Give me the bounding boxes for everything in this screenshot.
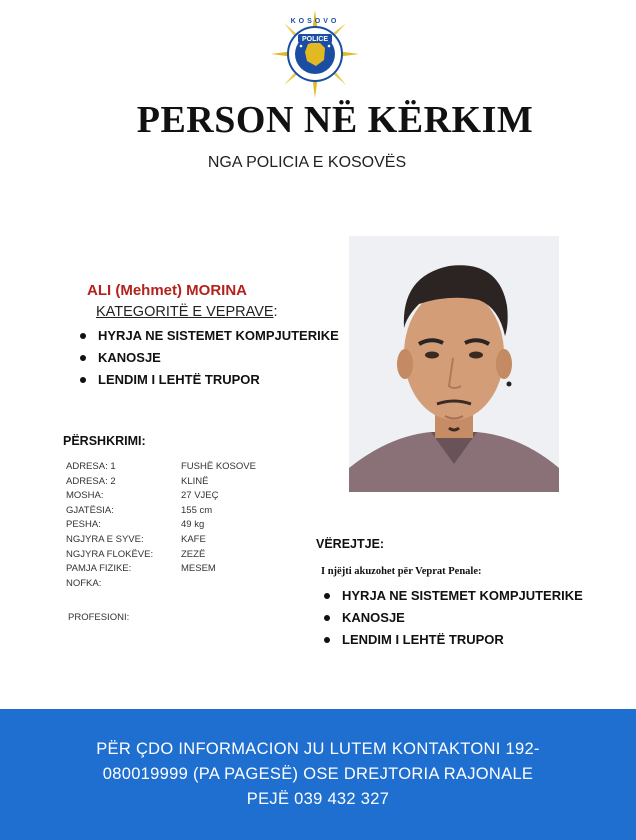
- description-row: [66, 505, 306, 520]
- bullet-icon: [80, 377, 86, 383]
- footer-line: PEJË 039 432 327: [246, 790, 390, 808]
- bullet-icon: [324, 637, 330, 643]
- description-value: MESEM: [181, 563, 216, 575]
- notes-heading: VËREJTJE:: [316, 537, 385, 551]
- notes-subheading: I njëjti akuzohet për Veprat Penale:: [321, 566, 482, 577]
- description-table: [66, 461, 306, 592]
- description-value: 155 cm: [181, 504, 213, 516]
- description-value: FUSHË KOSOVE: [181, 461, 256, 472]
- description-label: PESHA:: [66, 519, 101, 531]
- crime-item: [98, 325, 339, 347]
- notes-crime-item-text: LENDIM I LEHTË TRUPOR: [342, 632, 504, 647]
- description-label: ADRESA: 1: [66, 461, 116, 472]
- description-label: GJATËSIA:: [66, 504, 114, 516]
- description-label: ADRESA: 2: [66, 475, 116, 487]
- description-value: ZEZË: [181, 548, 206, 560]
- notes-crime-item: [342, 607, 583, 629]
- notes-crime-item-text: HYRJA NE SISTEMET KOMPJUTERIKE: [342, 588, 583, 603]
- footer-line: PËR ÇDO INFORMACION JU LUTEM KONTAKTONI 192-: [96, 740, 540, 758]
- description-row: [66, 563, 306, 578]
- crimes-list: [98, 325, 339, 391]
- description-label: NGJYRA FLOKËVE:: [66, 548, 154, 560]
- suspect-photo: [349, 236, 559, 492]
- description-label: MOSHA:: [66, 490, 104, 502]
- page-subtitle: NGA POLICIA E KOSOVËS: [207, 154, 407, 171]
- crime-item-text: LENDIM I LEHTË TRUPOR: [98, 372, 260, 387]
- description-value: KAFE: [181, 533, 206, 545]
- bullet-icon: [80, 355, 86, 361]
- description-label: NOFKA:: [66, 577, 102, 589]
- description-value: 27 VJEÇ: [181, 490, 219, 502]
- footer-line: 080019999 (PA PAGESË) OSE DREJTORIA RAJONALE: [102, 765, 534, 783]
- contact-footer-text: [0, 737, 636, 812]
- description-label: NGJYRA E SYVE:: [66, 533, 144, 545]
- categories-heading-text: KATEGORITË E VEPRAVE: [96, 304, 274, 320]
- notes-crime-item: [342, 585, 583, 607]
- categories-heading: [96, 304, 278, 320]
- description-row: [66, 578, 306, 593]
- page-title: PERSON NË KËRKIM: [136, 99, 534, 141]
- crime-item: [98, 369, 339, 391]
- svg-text:POLICE: POLICE: [301, 36, 329, 43]
- profession-label: PROFESIONI:: [68, 612, 130, 623]
- bullet-icon: [324, 615, 330, 621]
- description-value: KLINË: [181, 475, 209, 487]
- description-row: [66, 549, 306, 564]
- description-row: [66, 461, 306, 476]
- description-row: [66, 490, 306, 505]
- description-row: [66, 519, 306, 534]
- crime-item-text: KANOSJE: [98, 350, 161, 365]
- notes-crime-item-text: KANOSJE: [342, 610, 405, 625]
- bullet-icon: [324, 593, 330, 599]
- notes-crime-item: [342, 629, 583, 651]
- description-label: PAMJA FIZIKE:: [66, 563, 132, 575]
- suspect-name: ALI (Mehmet) MORINA: [87, 282, 247, 299]
- bullet-icon: [80, 333, 86, 339]
- description-row: [66, 534, 306, 549]
- description-value: 49 kg: [181, 519, 205, 531]
- notes-crimes-list: [342, 585, 583, 651]
- crime-item-text: HYRJA NE SISTEMET KOMPJUTERIKE: [98, 328, 339, 343]
- kosovo-police-logo: [271, 10, 359, 98]
- crime-item: [98, 347, 339, 369]
- svg-text:KOSOVO: KOSOVO: [290, 18, 340, 25]
- description-heading: PËRSHKRIMI:: [63, 434, 146, 448]
- description-row: [66, 476, 306, 491]
- categories-heading-colon: :: [273, 304, 278, 320]
